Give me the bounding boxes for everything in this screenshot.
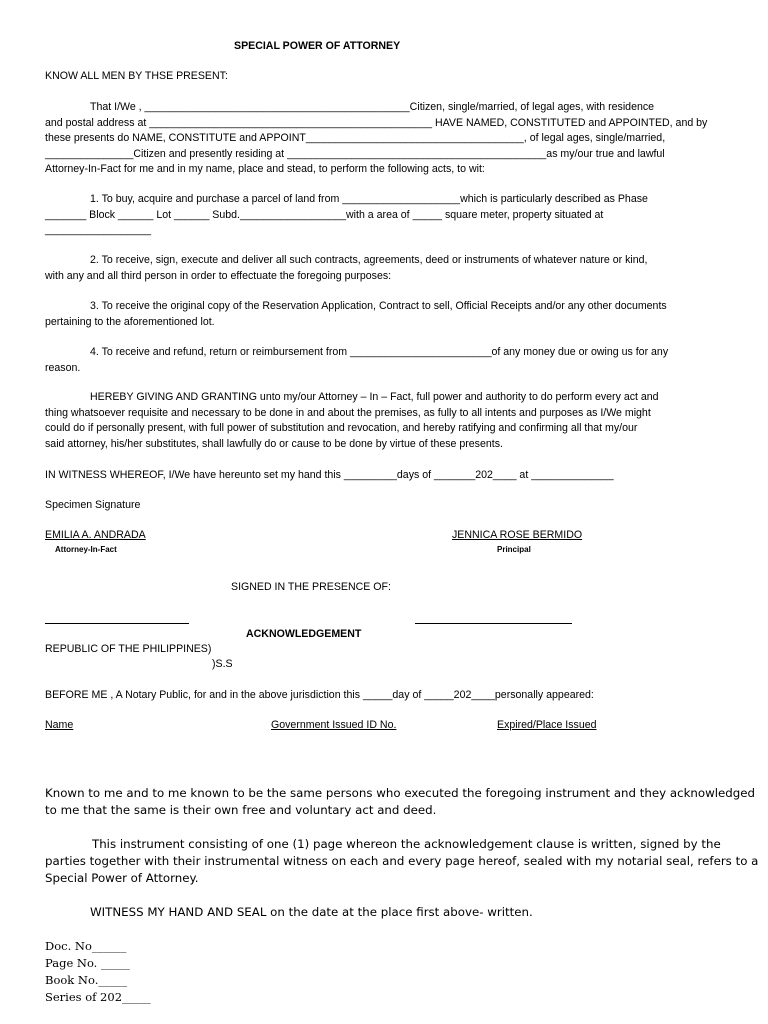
book-no: Book No._____ [45,973,128,987]
intro-line: Attorney-In-Fact for me and in my name, place and stead, to perform the following acts, to wit: [45,163,485,175]
specimen-signature: Specimen Signature [45,499,141,511]
instrument-line: Special Power of Attorney. [45,871,199,885]
item-line: with any and all third person in order to effectuate the foregoing purposes: [45,269,392,282]
instrument-line: parties together with their instrumental witness on each and every page hereof, sealed with my notarial seal, refers to a [45,854,759,868]
hereby-line: could do if personally present, with full power of substitution and revocation, and hereby ratifying and confirming all that my/our [45,422,638,434]
intro-line: That I/We , _____________________________________________Citizen, single/married, of legal ages, with residence [90,101,655,113]
intro-line: _______________Citizen and presently residing at ____________________________________________as my/our true and lawful [45,147,665,160]
witness-signature-line-left [45,623,189,624]
salutation: KNOW ALL MEN BY THSE PRESENT: [45,70,228,82]
instrument-line: This instrument consisting of one (1) page whereon the acknowledgement clause is written, signed by the [92,837,721,851]
ss-line: )S.S [212,658,233,670]
item-line: 2. To receive, sign, execute and deliver all such contracts, agreements, deed or instruments of whatever nature or kind, [90,254,648,266]
page-no: Page No. _____ [45,956,130,970]
item-line: 1. To buy, acquire and purchase a parcel of land from ____________________which is particularly described as Phase [90,193,648,205]
hereby-line: said attorney, his/her substitutes, shall lawfully do or cause to be done by virtue of these presents. [45,437,503,450]
hereby-line: HEREBY GIVING AND GRANTING unto my/our Attorney – In – Fact, full power and authority to do perform every act and [90,391,659,403]
signatory-right-name: JENNICA ROSE BERMIDO [452,529,583,541]
witness-signature-line-right [415,623,572,624]
table-header-name: Name [45,719,74,731]
witness-hand-seal: WITNESS MY HAND AND SEAL on the date at the place first above- written. [90,905,533,919]
item-line: pertaining to the aforementioned lot. [45,315,215,328]
signatory-left-name: EMILIA A. ANDRADA [45,529,146,541]
known-line: Known to me and to me known to be the same persons who executed the foregoing instrument and they acknowledged [45,786,756,800]
witness-whereof: IN WITNESS WHEREOF, I/We have hereunto set my hand this _________days of _______202____ at ______________ [45,469,614,481]
document-title: SPECIAL POWER OF ATTORNEY [234,40,401,52]
table-header-id: Government Issued ID No. [271,719,397,731]
intro-line: and postal address at ________________________________________________ HAVE NAMED, CONSTITUTED and APPOINTED, and by [45,116,708,129]
known-line: to me that the same is their own free and voluntary act and deed. [45,803,437,817]
before-me-line: BEFORE ME , A Notary Public, for and in the above jurisdiction this _____day of _____202____personally appeared: [45,689,594,701]
signatory-right-role: Principal [497,545,531,554]
signed-presence: SIGNED IN THE PRESENCE OF: [231,581,391,593]
item-line: 4. To receive and refund, return or reimbursement from ________________________of any money due or owing us for any [90,346,669,358]
doc-no: Doc. No______ [45,939,127,953]
table-header-expired: Expired/Place Issued [497,719,597,731]
signatory-left-role: Attorney-In-Fact [55,545,117,554]
acknowledgement-heading: ACKNOWLEDGEMENT [246,628,362,640]
item-line: 3. To receive the original copy of the Reservation Application, Contract to sell, Official Receipts and/or any other documents [90,300,667,312]
republic-line: REPUBLIC OF THE PHILIPPINES) [45,643,212,655]
intro-line: these presents do NAME, CONSTITUTE and APPOINT_____________________________________, of legal ages, single/married, [45,132,666,144]
item-line: _______ Block ______ Lot ______ Subd.__________________with a area of _____ square meter, property situated at [45,208,604,221]
series-no: Series of 202_____ [45,990,151,1004]
hereby-line: thing whatsoever requisite and necessary to be done in and about the premises, as fully to all intents and purposes as I/We might [45,406,651,419]
item-line: __________________ [45,224,152,236]
item-line: reason. [45,361,81,374]
